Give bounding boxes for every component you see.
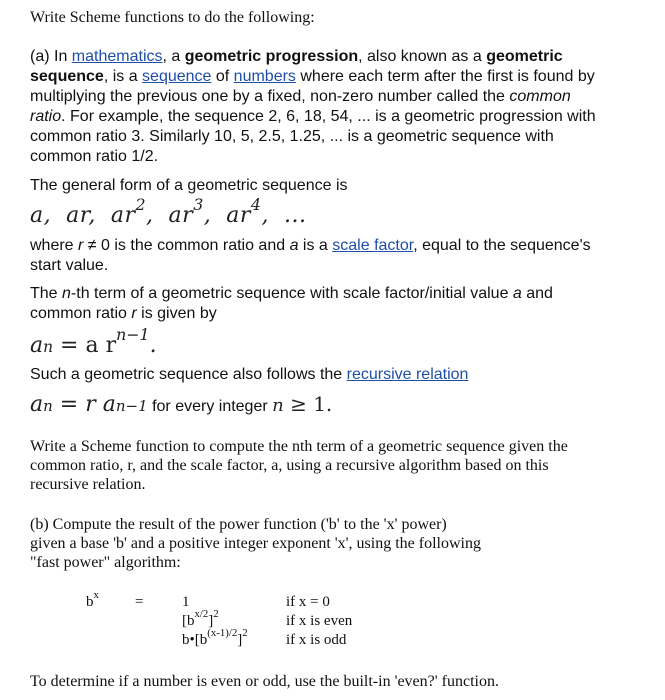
link-sequence[interactable]: sequence bbox=[142, 68, 212, 85]
exponent: 2 bbox=[213, 607, 219, 620]
formula-equals: = r a bbox=[52, 392, 116, 417]
link-scale-factor[interactable]: scale factor bbox=[332, 237, 414, 254]
recursive-line bbox=[30, 366, 468, 384]
italic-term: ratio bbox=[30, 108, 62, 125]
task-a-line-2: common ratio, r, and the scale factor, a, using a recursive algorithm based on this bbox=[30, 457, 549, 474]
text: multiplying the previous one by a fixed, non-zero number called the bbox=[30, 88, 510, 105]
expr: b•[b bbox=[182, 632, 208, 648]
text: , is a bbox=[103, 68, 143, 85]
exponent: 2 bbox=[242, 626, 248, 639]
nth-term-formula bbox=[30, 325, 157, 358]
formula-comma: , bbox=[261, 203, 269, 228]
part-a-line-5: common ratio 3. Similarly 10, 5, 2.5, 1.25, ... is a geometric sequence with bbox=[30, 128, 554, 145]
nth-term-line bbox=[30, 285, 553, 303]
text: for every integer bbox=[147, 398, 273, 415]
italic-term: a bbox=[289, 237, 299, 254]
common-ratio-line bbox=[30, 305, 217, 323]
text: Such a geometric sequence also follows the bbox=[30, 366, 347, 383]
formula-term: a bbox=[30, 392, 44, 417]
start-value-line: start value. bbox=[30, 257, 109, 274]
text: common ratio bbox=[30, 305, 132, 322]
text: , a bbox=[162, 48, 185, 65]
task-a-line-3: recursive relation. bbox=[30, 476, 146, 493]
footer-note: To determine if a number is even or odd, use the built-in 'even?' function. bbox=[30, 673, 499, 690]
text: (a) In bbox=[30, 48, 72, 65]
expr: [b bbox=[182, 613, 195, 629]
link-recursive-relation[interactable]: recursive relation bbox=[346, 366, 469, 383]
part-a-line-1 bbox=[30, 48, 563, 66]
formula-term: ar bbox=[168, 203, 194, 228]
italic-term: n bbox=[62, 285, 71, 302]
power-case-odd-cond: if x is odd bbox=[286, 632, 347, 648]
bold-term: sequence bbox=[30, 68, 104, 85]
formula-subscript: n bbox=[43, 397, 53, 415]
power-case-zero-cond: if x = 0 bbox=[286, 594, 330, 610]
formula-term: a bbox=[30, 333, 44, 358]
power-lhs bbox=[86, 588, 99, 611]
task-a-line-1: Write a Scheme function to compute the nth term of a geometric sequence given the bbox=[30, 438, 568, 455]
text: is a bbox=[298, 237, 333, 254]
formula-term: n bbox=[272, 395, 284, 416]
part-a-line-4 bbox=[30, 108, 596, 126]
link-numbers[interactable]: numbers bbox=[233, 68, 296, 85]
text: -th term of a geometric sequence with scale factor/initial value bbox=[70, 285, 513, 302]
part-a-line-2 bbox=[30, 68, 595, 86]
power-case-zero-expr: 1 bbox=[182, 594, 190, 610]
text: , equal to the sequence's bbox=[413, 237, 591, 254]
text: . For example, the sequence 2, 6, 18, 54, ... is a geometric progression with bbox=[61, 108, 596, 125]
formula-period: . bbox=[149, 333, 157, 358]
formula-term: ar, bbox=[66, 203, 96, 228]
text: The bbox=[30, 285, 63, 302]
bold-term: geometric bbox=[486, 48, 563, 65]
text: ≠ 0 is the common ratio and bbox=[83, 237, 290, 254]
italic-term: a bbox=[512, 285, 522, 302]
italic-term: r bbox=[78, 237, 84, 254]
intro-text: Write Scheme functions to do the following: bbox=[30, 9, 315, 26]
formula-equals: = a r bbox=[53, 333, 117, 358]
text: where bbox=[30, 237, 79, 254]
italic-term: common bbox=[509, 88, 571, 105]
formula-exponent: 4 bbox=[250, 195, 262, 215]
exponent: (x-1)/2 bbox=[207, 626, 238, 639]
recursive-formula bbox=[30, 392, 332, 417]
text: of bbox=[211, 68, 234, 85]
formula-comma: , bbox=[146, 203, 154, 228]
formula-dots: ... bbox=[283, 203, 307, 228]
power-equals: = bbox=[135, 594, 144, 610]
part-a-line-6: common ratio 1/2. bbox=[30, 148, 159, 165]
part-b-line-1: (b) Compute the result of the power function ('b' to the 'x' power) bbox=[30, 516, 447, 533]
formula-exponent: n−1 bbox=[116, 325, 150, 345]
formula-exponent: 3 bbox=[193, 195, 204, 215]
power-case-odd-expr bbox=[182, 626, 248, 649]
base: b bbox=[86, 594, 94, 610]
expr: ] bbox=[208, 613, 214, 629]
expr: ] bbox=[237, 632, 243, 648]
formula-subscript: n−1 bbox=[115, 397, 148, 415]
formula-term: ar bbox=[110, 203, 136, 228]
formula-term: ar bbox=[226, 203, 251, 228]
text: where each term after the first is found by bbox=[295, 68, 595, 85]
text: and bbox=[521, 285, 553, 302]
general-form-formula bbox=[30, 195, 307, 228]
general-form-label: The general form of a geometric sequence is bbox=[30, 177, 348, 194]
formula-comma: , bbox=[203, 203, 212, 228]
part-b-line-2: given a base 'b' and a positive integer exponent 'x', using the following bbox=[30, 535, 481, 552]
part-b-line-3: "fast power" algorithm: bbox=[30, 554, 181, 571]
formula-exponent: 2 bbox=[135, 195, 147, 215]
text: is given by bbox=[136, 305, 217, 322]
power-case-even-cond: if x is even bbox=[286, 613, 353, 629]
text: , also known as a bbox=[358, 48, 487, 65]
italic-term: r bbox=[131, 305, 137, 322]
formula-inequality: ≥ 1. bbox=[283, 392, 333, 416]
where-line bbox=[30, 237, 591, 255]
part-a-line-3 bbox=[30, 88, 571, 106]
link-mathematics[interactable]: mathematics bbox=[71, 48, 163, 65]
formula-subscript: n bbox=[43, 338, 54, 356]
exponent: x bbox=[93, 588, 99, 601]
bold-term: geometric progression bbox=[184, 48, 359, 65]
formula-term: a, bbox=[30, 203, 52, 228]
exponent: x/2 bbox=[194, 607, 209, 620]
